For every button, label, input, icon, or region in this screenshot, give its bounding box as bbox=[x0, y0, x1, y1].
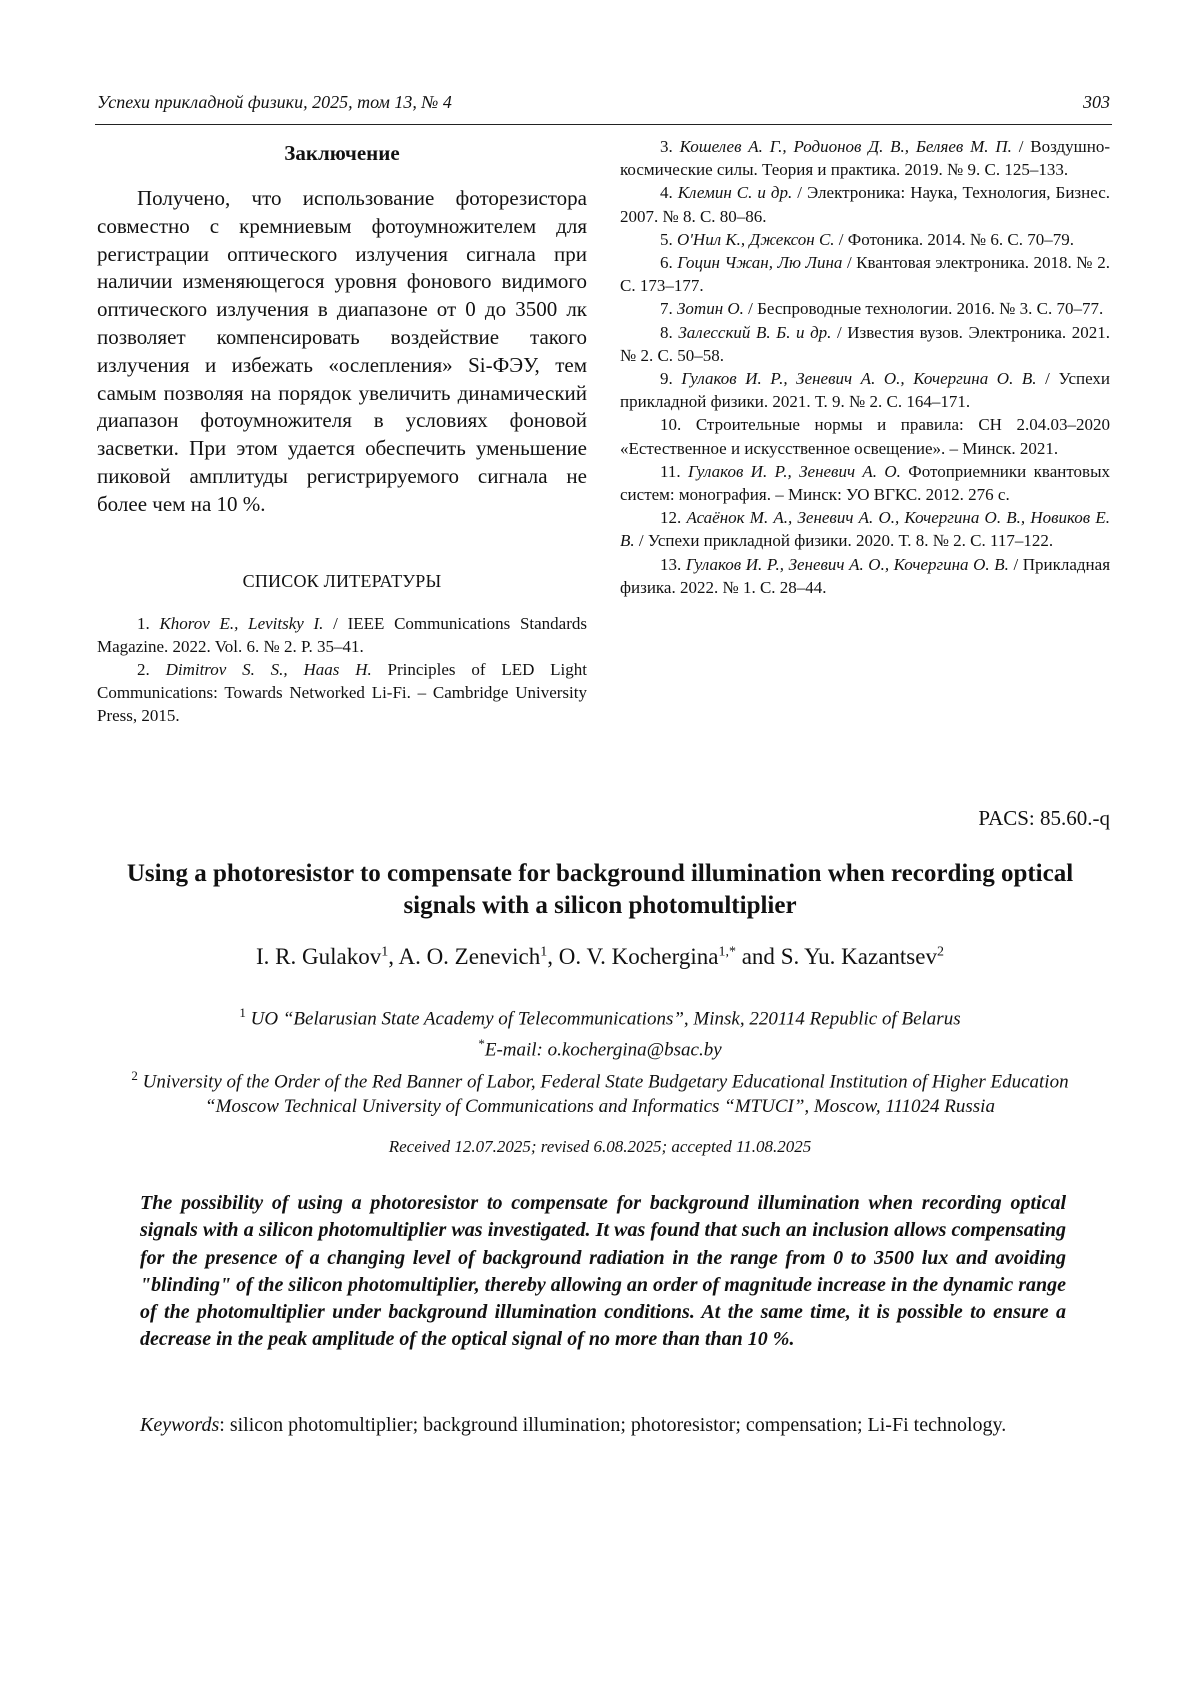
reference-number: 13. bbox=[660, 554, 686, 574]
left-column bbox=[97, 135, 587, 728]
pacs-code: PACS: 85.60.-q bbox=[978, 806, 1110, 830]
reference-item bbox=[620, 367, 1110, 413]
reference-authors: Зотин О. bbox=[677, 299, 744, 319]
author-separator: , bbox=[547, 944, 559, 969]
author-affiliation-mark: 2 bbox=[936, 944, 944, 960]
reference-number: 2. bbox=[137, 659, 166, 679]
reference-item bbox=[620, 297, 1110, 320]
page-number: 303 bbox=[1083, 92, 1110, 112]
reference-list-left bbox=[97, 612, 587, 728]
reference-item bbox=[620, 460, 1110, 506]
reference-item bbox=[620, 553, 1110, 599]
reference-source: Строительные нормы и правила: СН 2.04.03–2020 «Естественное и искусственное освещение». – Минск. 2021. bbox=[620, 415, 1110, 458]
reference-authors: Гулаков И. Р., Зеневич А. О. bbox=[687, 461, 901, 481]
reference-source: Фотоприемники квантовых систем: монография. – Минск: УО ВГКС. 2012. 276 с. bbox=[620, 461, 1110, 505]
reference-authors: Гоцин Чжан, Лю Лина bbox=[677, 253, 843, 273]
reference-authors: Гулаков И. Р., Зеневич А. О., Кочергина О. В. bbox=[685, 554, 1009, 574]
reference-source: / Воздушно-космические силы. Теория и практика. 2019. № 9. С. 125–133. bbox=[620, 137, 1111, 180]
keywords-label: Keywords bbox=[140, 1414, 220, 1436]
reference-source: / Электроника: Наука, Технология, Бизнес. 2007. № 8. С. 80–86. bbox=[620, 183, 1110, 226]
reference-source: / Беспроводные технологии. 2016. № 3. С. 70–77. bbox=[743, 299, 1104, 319]
running-header bbox=[97, 92, 1110, 118]
header-rule bbox=[95, 124, 1112, 125]
received-dates: Received 12.07.2025; revised 6.08.2025; accepted 11.08.2025 bbox=[388, 1137, 812, 1156]
author-name: I. R. Gulakov bbox=[256, 944, 382, 969]
reference-source: / IEEE Communications Standards Magazine. 2022. Vol. 6. № 2. P. 35–41. bbox=[97, 613, 587, 656]
reference-number: 5. bbox=[660, 229, 677, 249]
reference-number: 3. bbox=[660, 137, 680, 156]
reference-number: 4. bbox=[660, 183, 678, 203]
author-affiliation-mark: 1 bbox=[540, 944, 548, 960]
reference-source: / Успехи прикладной физики. 2021. Т. 9. № 2. С. 164–171. bbox=[620, 369, 1111, 412]
references-heading: СПИСОК ЛИТЕРАТУРЫ bbox=[242, 570, 442, 591]
author-list bbox=[100, 944, 1100, 970]
reference-item bbox=[620, 135, 1110, 181]
author-separator: and bbox=[735, 944, 781, 969]
reference-item bbox=[620, 506, 1110, 552]
author-affiliation-mark: 1,* bbox=[718, 944, 736, 960]
reference-number: 6. bbox=[660, 253, 678, 273]
reference-item bbox=[620, 228, 1110, 251]
reference-item bbox=[620, 251, 1110, 297]
reference-number: 1. bbox=[137, 613, 160, 633]
affiliation-1: $^1$ UO “Belarusian State Academy of Telecommunications”, Minsk, 220114 Republic of Belarus bbox=[239, 1005, 961, 1030]
abstract: The possibility of using a photoresistor to compensate for background illumination when recording optical signals with a silicon photomultiplier was investigated. It was found that such an inclusion allows compensating for the presence of a changing level of background radiation in the range from 0 to 3500 lux and avoiding "blinding" of the silicon photomultiplier, thereby allowing an order of magnitude increase in the dynamic range of the photomultiplier under background illumination conditions. At the same time, it is possible to ensure a decrease in the peak amplitude of the optical signal of no more than than 10 %. bbox=[140, 1192, 1066, 1351]
reference-number: 10. bbox=[660, 415, 696, 435]
journal-name: Успехи прикладной физики, 2025, том 13, № 4 bbox=[97, 92, 452, 112]
reference-item bbox=[97, 658, 587, 728]
author-separator: , bbox=[388, 944, 399, 969]
reference-authors: Кошелев А. Г., Родионов Д. В., Беляев М. П. bbox=[679, 137, 1012, 156]
affiliation-2: $^2$ University of the Order of the Red Banner of Labor, Federal State Budgetary Educational Institution of Higher Education “Moscow Technical University of Communications and Informatics “MTUCI”, Moscow, 111024 Russia bbox=[131, 1067, 1069, 1117]
reference-item bbox=[97, 612, 587, 658]
article-title: Using a photoresistor to compensate for background illumination when recording optical signals with a silicon photomultiplier bbox=[126, 860, 1074, 919]
keywords-text: silicon photomultiplier; background illumination; photoresistor; compensation; Li-Fi technology. bbox=[229, 1414, 1007, 1436]
conclusion-text: Получено, что использование фоторезистора совместно с кремниевым фотоумножителем для регистрации оптического излучения сигнала при наличии изменяющегося уровня фонового видимого оптического излучения в диапазоне от 0 до 3500 лк позволяет компенсировать воздействие такого излучения и избежать «ослепления» Si-ФЭУ, тем самым позволяя на порядок увеличить динамический диапазон фотоумножителя в условиях фоновой засветки. При этом удается обеспечить уменьшение пиковой амплитуды регистрируемого сигнала не более чем на 10 %. bbox=[97, 186, 587, 516]
reference-number: 8. bbox=[660, 322, 679, 342]
affiliations bbox=[100, 1000, 1100, 1119]
reference-item bbox=[620, 321, 1110, 367]
reference-source: / Фотоника. 2014. № 6. С. 70–79. bbox=[834, 229, 1074, 249]
reference-authors: Khorov E., Levitsky I. bbox=[159, 613, 324, 633]
reference-source: / Прикладная физика. 2022. № 1. С. 28–44. bbox=[620, 554, 1111, 597]
reference-source: / Квантовая электроника. 2018. № 2. С. 173–177. bbox=[620, 253, 1111, 296]
reference-number: 7. bbox=[660, 299, 677, 319]
reference-list-right bbox=[620, 135, 1110, 599]
reference-item bbox=[620, 181, 1110, 227]
reference-number: 11. bbox=[660, 461, 688, 481]
reference-source: / Известия вузов. Электроника. 2021. № 2. С. 50–58. bbox=[620, 322, 1110, 365]
reference-authors: О'Нил К., Джексон С. bbox=[677, 229, 835, 249]
reference-authors: Dimitrov S. S., Haas H. bbox=[165, 659, 372, 679]
reference-number: 12. bbox=[660, 508, 687, 528]
author-name: A. O. Zenevich bbox=[398, 944, 541, 969]
conclusion-heading: Заключение bbox=[284, 141, 400, 165]
author-name: S. Yu. Kazantsev bbox=[780, 944, 937, 969]
reference-item bbox=[620, 413, 1110, 459]
reference-source: / Успехи прикладной физики. 2020. Т. 8. № 2. С. 117–122. bbox=[634, 531, 1054, 551]
reference-authors: Клемин С. и др. bbox=[677, 183, 793, 203]
reference-authors: Гулаков И. Р., Зеневич А. О., Кочергина О. В. bbox=[681, 369, 1037, 389]
author-email[interactable]: *E-mail: o.kochergina@bsac.by bbox=[478, 1036, 722, 1061]
reference-authors: Залесский В. Б. и др. bbox=[678, 322, 832, 342]
reference-authors: Асаёнок М. А., Зеневич А. О., Кочергина О. В., Новиков Е. В. bbox=[620, 508, 1111, 551]
keywords: Keywords: silicon photomultiplier; background illumination; photoresistor; compensation; Li-Fi technology. bbox=[140, 1414, 1007, 1436]
right-column bbox=[620, 135, 1110, 599]
author-name: O. V. Kochergina bbox=[558, 944, 719, 969]
reference-number: 9. bbox=[660, 369, 682, 389]
reference-source: Principles of LED Light Communications: Towards Networked Li-Fi. – Cambridge University Press, 2015. bbox=[97, 659, 587, 726]
author-affiliation-mark: 1 bbox=[381, 944, 389, 960]
